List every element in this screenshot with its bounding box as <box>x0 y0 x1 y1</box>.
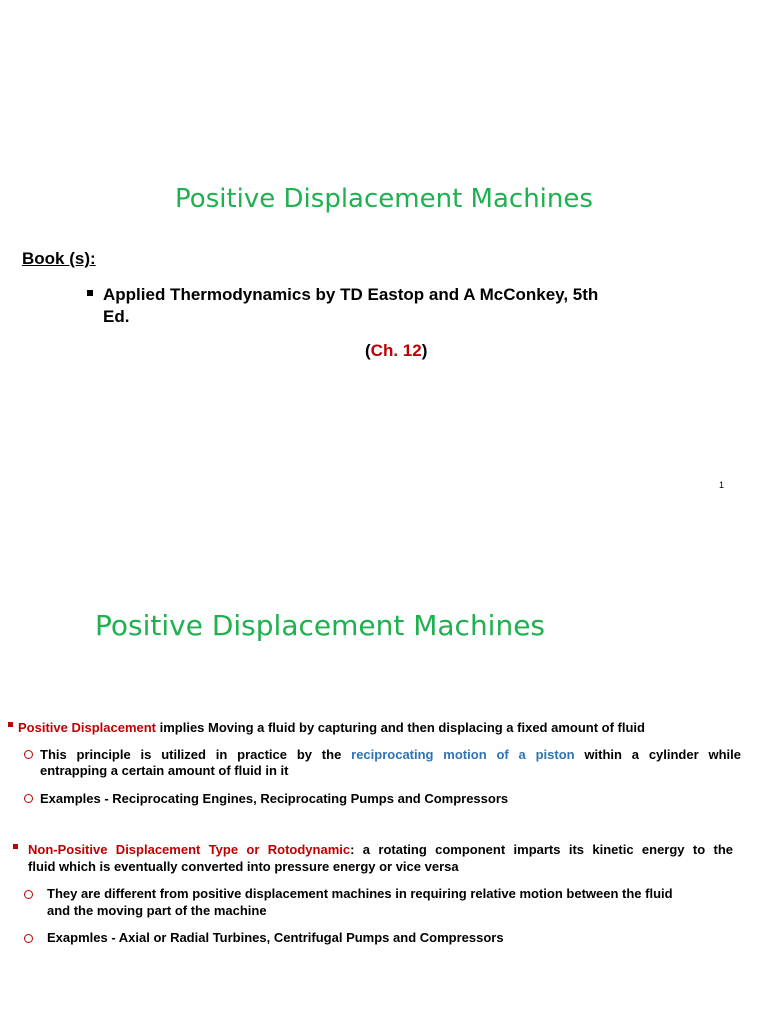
chapter-close-paren: ) <box>421 341 428 360</box>
pd-sub-1-highlight: reciprocating motion of a piston <box>351 747 575 762</box>
pd-sub-1-line-2: entrapping a certain amount of fluid in it <box>40 763 289 778</box>
npd-definition-text-1: : a rotating component imparts its kinetic energy to the <box>350 842 734 857</box>
npd-sub-1-line-1: They are different from positive displacement machines in requiring relative motion between the fluid <box>47 886 673 901</box>
slide-2 <box>0 512 768 1024</box>
books-heading: Book (s): <box>22 249 96 268</box>
circle-bullet-icon <box>24 794 33 803</box>
slide-2-title: Positive Displacement Machines <box>95 609 546 642</box>
npd-definition-line-1 <box>28 842 733 858</box>
pd-sub-1-pre: This principle is utilized in practice by the <box>40 747 342 762</box>
square-bullet-icon <box>8 722 13 727</box>
npd-term: Non-Positive Displacement Type or Rotodynamic <box>28 842 351 857</box>
npd-sub-2: Exapmles - Axial or Radial Turbines, Centrifugal Pumps and Compressors <box>47 930 504 945</box>
chapter-open-paren: ( <box>365 341 371 360</box>
pd-sub-1-line-1 <box>40 747 741 763</box>
npd-sub-1-line-2: and the moving part of the machine <box>47 903 267 918</box>
slide-1-title: Positive Displacement Machines <box>175 184 593 214</box>
square-bullet-icon <box>87 290 93 296</box>
circle-bullet-icon <box>24 890 33 899</box>
chapter-label: Ch. 12 <box>370 341 422 360</box>
pd-sub-1-post: within a cylinder while <box>584 747 741 762</box>
book-line-1: Applied Thermodynamics by TD Eastop and A McConkey, 5th <box>103 285 599 304</box>
chapter-reference <box>365 341 427 361</box>
pd-sub-2: Examples - Reciprocating Engines, Reciprocating Pumps and Compressors <box>40 791 509 806</box>
page-number: 1 <box>719 480 725 490</box>
pd-term: Positive Displacement <box>18 720 156 735</box>
book-entry <box>87 284 687 328</box>
npd-definition-line-2: fluid which is eventually converted into pressure energy or vice versa <box>28 859 459 874</box>
book-line-2: Ed. <box>103 307 130 326</box>
square-bullet-icon <box>13 844 18 849</box>
circle-bullet-icon <box>24 750 33 759</box>
circle-bullet-icon <box>24 934 33 943</box>
pd-definition-text: implies Moving a fluid by capturing and then displacing a fixed amount of fluid <box>156 720 645 735</box>
pd-definition <box>18 720 758 736</box>
